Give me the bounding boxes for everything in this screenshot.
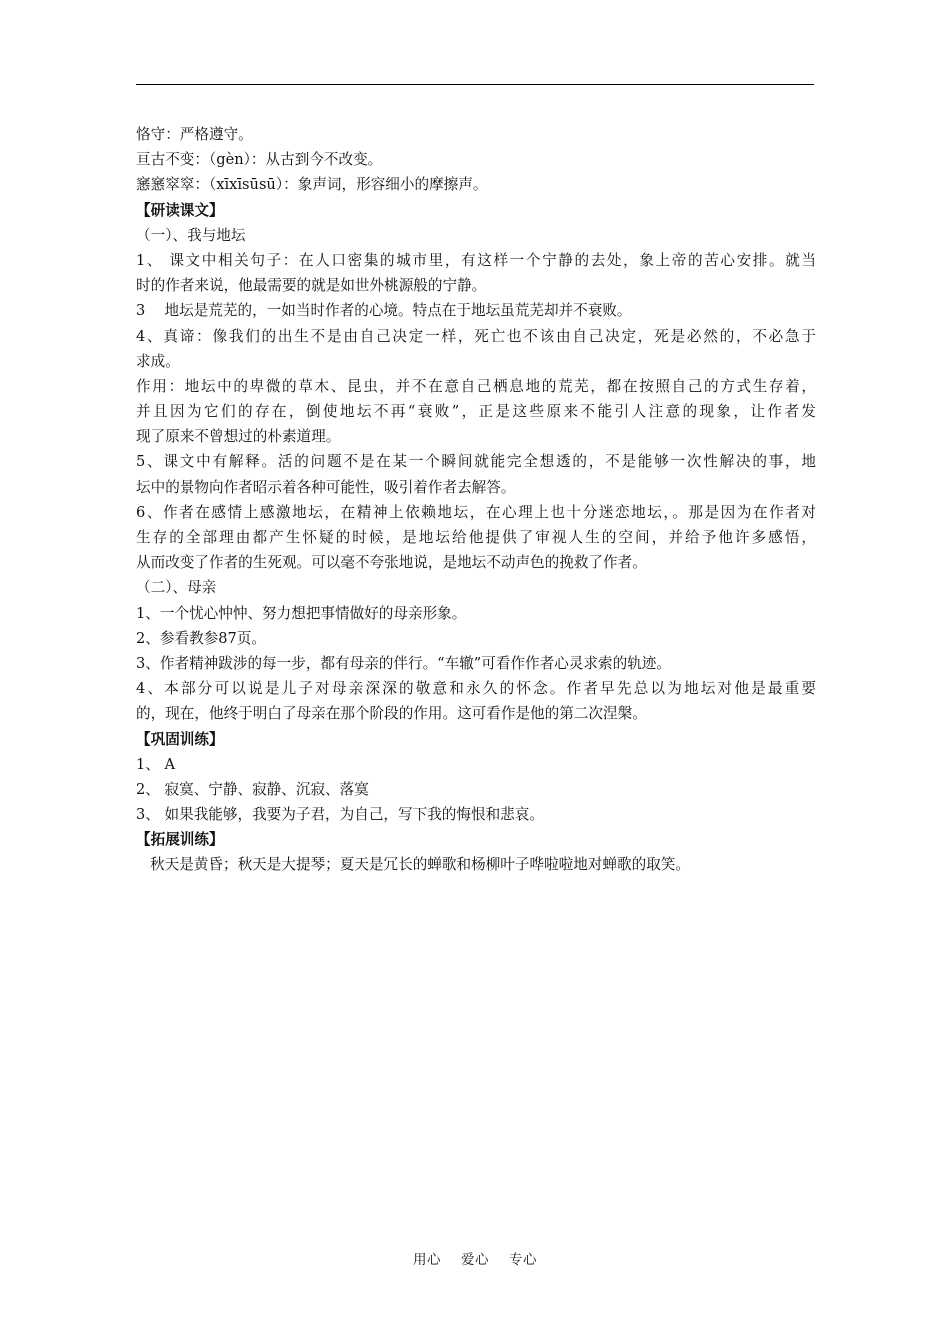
footer-text: 用心 (413, 1252, 441, 1268)
paragraph-line: 3、作者精神跋涉的每一步，都有母亲的伴行。“车辙”可看作作者心灵求索的轨迹。 (136, 654, 671, 672)
paragraph-line: 6、作者在感情上感激地坛，在精神上依赖地坛，在心理上也十分迷恋地坛，。那是因为在作者对 (136, 503, 816, 521)
paragraph-line: 从而改变了作者的生死观。可以毫不夸张地说，是地坛不动声色的挽救了作者。 (136, 554, 647, 572)
header-rule (136, 84, 814, 85)
paragraph-line: 作用：地坛中的卑微的草木、昆虫，并不在意自己栖息地的荒芜，都在按照自己的方式生存着， (136, 377, 816, 395)
page-footer (0, 1248, 950, 1268)
paragraph-line: 5、课文中有解释。活的问题不是在某一个瞬间就能完全想透的，不是能够一次性解决的事，地 (136, 453, 816, 471)
term-kedshou: 恪守：严格遵守。 (136, 126, 253, 143)
answer-line: 1、 A (136, 755, 176, 773)
subsection-heading-muqin: （二）、母亲 (136, 579, 217, 597)
paragraph-line: 求成。 (136, 352, 180, 370)
paragraph-line: 1、 课文中相关句子：在人口密集的城市里，有这样一个宁静的去处，象上帝的苦心安排。就当 (136, 251, 816, 269)
footer-text: 爱心 (461, 1252, 489, 1268)
term-gengu: 亘古不变：（gèn）：从古到今不改变。 (136, 151, 383, 169)
paragraph-line: 1、一个忧心忡忡、努力想把事情做好的母亲形象。 (136, 604, 467, 622)
paragraph-line: 现了原来不曾想过的朴素道理。 (136, 428, 341, 446)
term-xixisusu: 窸窸窣窣：（xīxīsūsū）：象声词，形容细小的摩擦声。 (136, 176, 488, 194)
paragraph-line: 时的作者来说，他最需要的就是如世外桃源般的宁静。 (136, 277, 487, 295)
answer-line: 3、 如果我能够，我要为子君，为自己，写下我的悔恨和悲哀。 (136, 806, 544, 824)
paragraph-line: 4、真谛：像我们的出生不是由自己决定一样，死亡也不该由自己决定，死是必然的，不必急于 (136, 327, 816, 345)
answer-line: 2、 寂寞、宁静、寂静、沉寂、落寞 (136, 780, 369, 798)
subsection-heading-ditan: （一）、我与地坛 (136, 226, 246, 244)
section-heading-yandu: 【研读课文】 (136, 201, 224, 219)
footer-text: 专心 (509, 1252, 537, 1268)
paragraph-line: 3 地坛是荒芜的，一如当时作者的心境。特点在于地坛虽荒芜却并不衰败。 (136, 302, 632, 320)
section-heading-tuozhan: 【拓展训练】 (136, 831, 224, 849)
paragraph-line: 秋天是黄昏；秋天是大提琴；夏天是冗长的蝉歌和杨柳叶子哗啦啦地对蝉歌的取笑。 (150, 856, 690, 874)
paragraph-line: 的，现在，他终于明白了母亲在那个阶段的作用。这可看作是他的第二次涅槃。 (136, 705, 647, 723)
paragraph-line: 4、本部分可以说是儿子对母亲深深的敬意和永久的怀念。作者早先总以为地坛对他是最重要 (136, 680, 816, 698)
paragraph-line: 坛中的景物向作者昭示着各种可能性，吸引着作者去解答。 (136, 478, 516, 496)
paragraph-line: 生存的全部理由都产生怀疑的时候，是地坛给他提供了审视人生的空间，并给予他许多感悟， (136, 529, 816, 546)
document-body (136, 122, 816, 878)
paragraph-line: 并且因为它们的存在，倒使地坛不再“衰败”，正是这些原来不能引人注意的现象，让作者发 (136, 403, 816, 421)
section-heading-gonggu: 【巩固训练】 (136, 730, 224, 748)
paragraph-line: 2、参看教参87页。 (136, 629, 267, 647)
